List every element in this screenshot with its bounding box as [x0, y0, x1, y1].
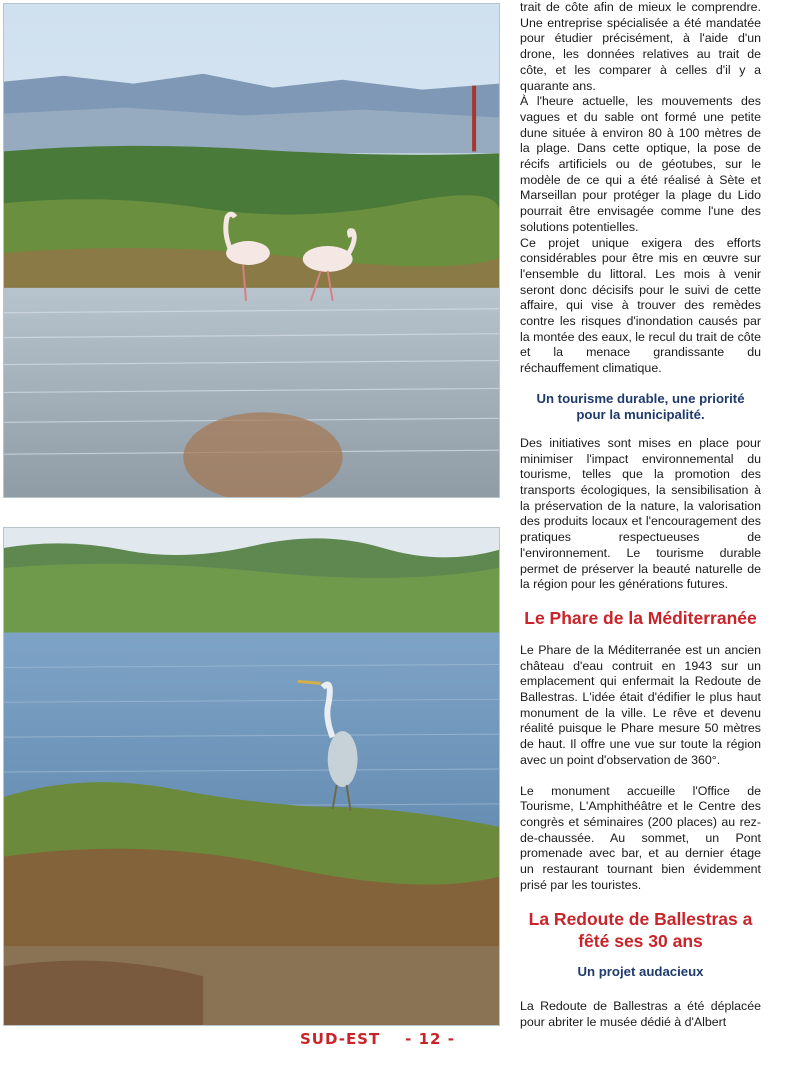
flamingos-photo: [3, 3, 500, 498]
flamingos-image: [4, 4, 499, 497]
heron-photo: [3, 527, 500, 1026]
article-paragraph: La Redoute de Ballestras a été déplacée pour abriter le musée dédié à d'Albert: [520, 999, 761, 1030]
article-column: [520, 0, 761, 1031]
publication-name: SUD-EST: [300, 1030, 381, 1048]
article-paragraph: Le Phare de la Méditerranée est un ancien château d'eau contruit en 1943 sur un emplacement qui enfermait la Redoute de Ballestras. L'idée était d'édifier le plus haut monument de la ville. Le rêve et devenu réalité puisque le Phare mesure 50 mètres de haut. Il offre une vue sur toute la région avec un point d'observation de 360°.: [520, 642, 761, 767]
subheading-projet: Un projet audacieux: [577, 964, 704, 980]
article-paragraph: Le monument accueille l'Office de Tourisme, L'Amphithéâtre et le Centre des congrès et séminaires (200 places) au rez-de-chaussée. Au sommet, un Pont promenade avec bar, et au dernier étage un restaurant tournant bien évidemment prisé par les touristes.: [520, 783, 761, 892]
page-number: - 12 -: [405, 1030, 455, 1048]
article-paragraph: trait de côte afin de mieux le comprendre. Une entreprise spécialisée a été mandatée pour étudier précisément, à l'aide d'un drone, les données relatives au trait de côte, et les comparer à celles d'il y a quarante ans.: [520, 0, 761, 93]
page-footer: [300, 1030, 500, 1052]
heading-redoute: La Redoute de Ballestras a fêté ses 30 ans: [528, 909, 753, 952]
article-paragraph: Des initiatives sont mises en place pour minimiser l'impact environnemental du tourisme, telles que la promotion des transports écologiques, la sensibilisation à la préservation de la nature, la valorisation des produits locaux et l'encouragement des pratiques respectueuses de l'environnement. Le tourisme durable permet de préserver la beauté naturelle de la région pour les générations futures.: [520, 435, 761, 592]
subheading-tourism: Un tourisme durable, une priorité pour la municipalité.: [536, 390, 745, 422]
article-paragraph: À l'heure actuelle, les mouvements des vagues et du sable ont formé une petite dune située à environ 80 à 100 mètres de la plage. Dans cette optique, la pose de récifs artificiels ou de géotubes, sur le modèle de ce qui a été réalisé à Sète et Marseillan pour protéger la plage du Lido pourrait être envisagée comme l'une des solutions potentielles.: [520, 94, 761, 234]
article-paragraph: Ce projet unique exigera des efforts considérables pour être mis en œuvre sur l'ensemble du littoral. Les mois à venir seront donc décisifs pour le suivi de cette affaire, qui vise à trouver des remèdes contre les risques d'inondation causés par la montée des eaux, le recul du trait de côte et la menace grandissante du réchauffement climatique.: [520, 235, 761, 376]
heading-phare: Le Phare de la Méditerranée: [524, 607, 757, 628]
heron-image: [4, 528, 499, 1025]
